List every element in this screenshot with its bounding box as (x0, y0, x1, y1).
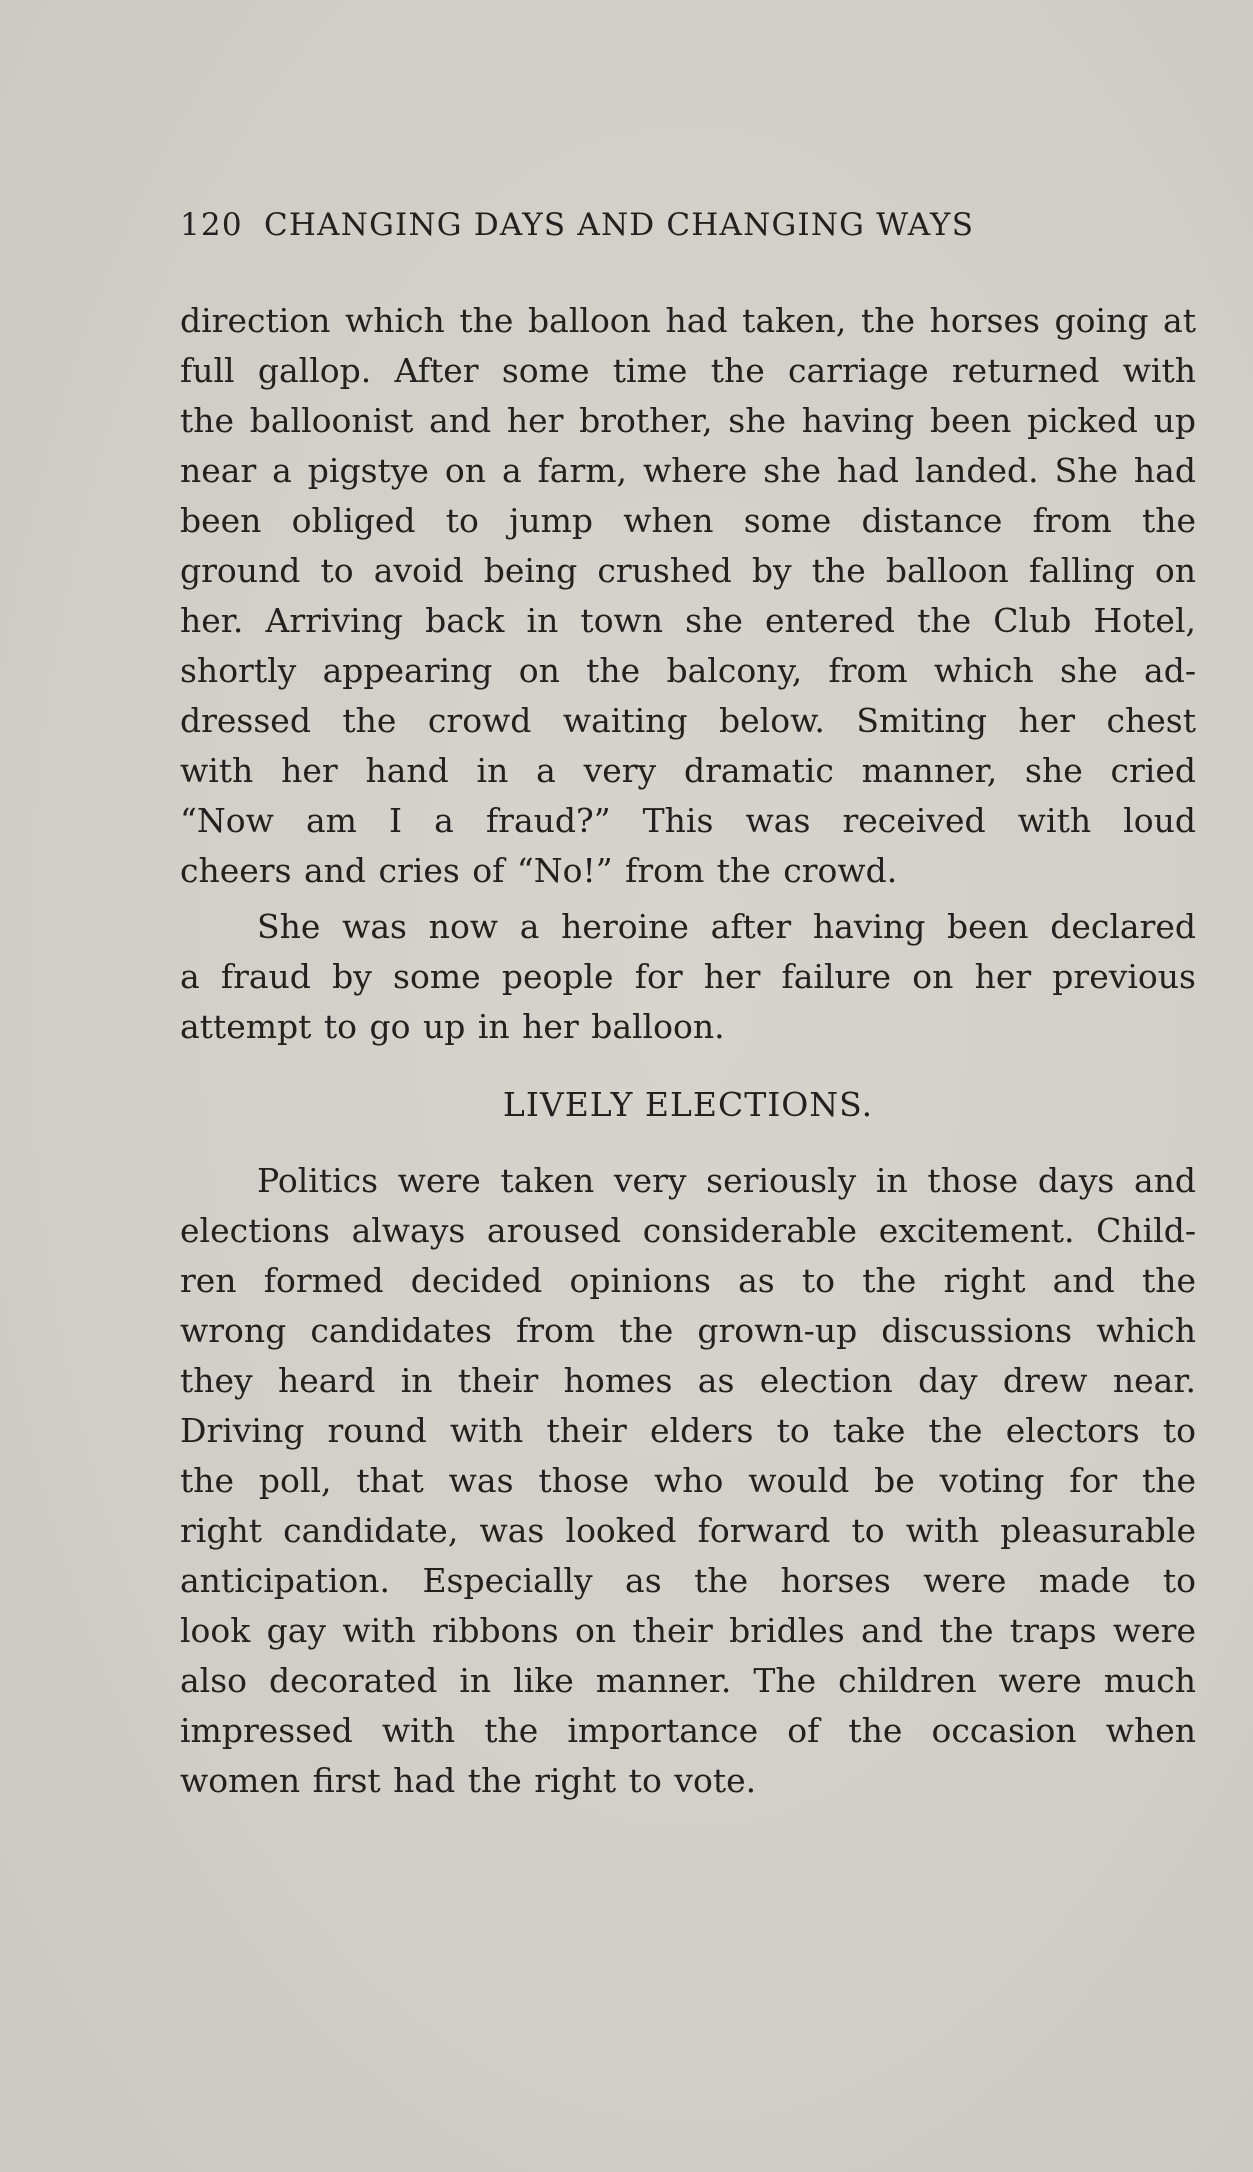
text-line: wrong candidates from the grown-up discussions which (180, 1311, 1196, 1350)
text-line: the poll, that was those who would be voting for the (180, 1461, 1196, 1500)
text-line: Politics were taken very seriously in those days and (257, 1161, 1196, 1200)
text-line: She was now a heroine after having been declared (257, 907, 1196, 946)
text-line: ren formed decided opinions as to the right and the (180, 1261, 1196, 1300)
text-line: her. Arriving back in town she entered the Club Hotel, (180, 601, 1196, 640)
running-head (180, 203, 1070, 247)
page-number: 120 (180, 207, 243, 243)
text-line: women first had the right to vote. (180, 1761, 757, 1800)
text-line: with her hand in a very dramatic manner, she cried (180, 751, 1196, 790)
text-line: full gallop. After some time the carriage returned with (180, 351, 1196, 390)
text-line: also decorated in like manner. The children were much (180, 1661, 1196, 1700)
text-line: dressed the crowd waiting below. Smiting her chest (180, 701, 1196, 740)
text-line: look gay with ribbons on their bridles and the traps were (180, 1611, 1196, 1650)
text-line: Driving round with their elders to take the electors to (180, 1411, 1196, 1450)
text-line: been obliged to jump when some distance from the (180, 501, 1196, 540)
text-line: the balloonist and her brother, she having been picked up (180, 401, 1196, 440)
paragraph-balloonist-return (180, 296, 1196, 896)
section-heading: LIVELY ELECTIONS. (502, 1085, 874, 1124)
body-text (180, 296, 1196, 1806)
text-line: impressed with the importance of the occasion when (180, 1711, 1196, 1750)
text-line: attempt to go up in her balloon. (180, 1007, 725, 1046)
running-title: CHANGING DAYS AND CHANGING WAYS (264, 207, 975, 243)
text-line: ground to avoid being crushed by the balloon falling on (180, 551, 1196, 590)
text-line: near a pigstye on a farm, where she had landed. She had (180, 451, 1196, 490)
text-line: they heard in their homes as election day drew near. (180, 1361, 1196, 1400)
paragraph-elections (180, 1156, 1196, 1806)
text-line: “Now am I a fraud?” This was received with loud (180, 801, 1196, 840)
text-line: a fraud by some people for her failure on her previous (180, 957, 1196, 996)
text-line: right candidate, was looked forward to with pleasurable (180, 1511, 1196, 1550)
paragraph-heroine (180, 902, 1196, 1052)
text-line: direction which the balloon had taken, the horses going at (180, 301, 1196, 340)
text-line: cheers and cries of “No!” from the crowd. (180, 851, 898, 890)
text-line: anticipation. Especially as the horses were made to (180, 1561, 1196, 1600)
text-line: elections always aroused considerable excitement. Child- (180, 1211, 1196, 1250)
text-line: shortly appearing on the balcony, from which she ad- (180, 651, 1196, 690)
